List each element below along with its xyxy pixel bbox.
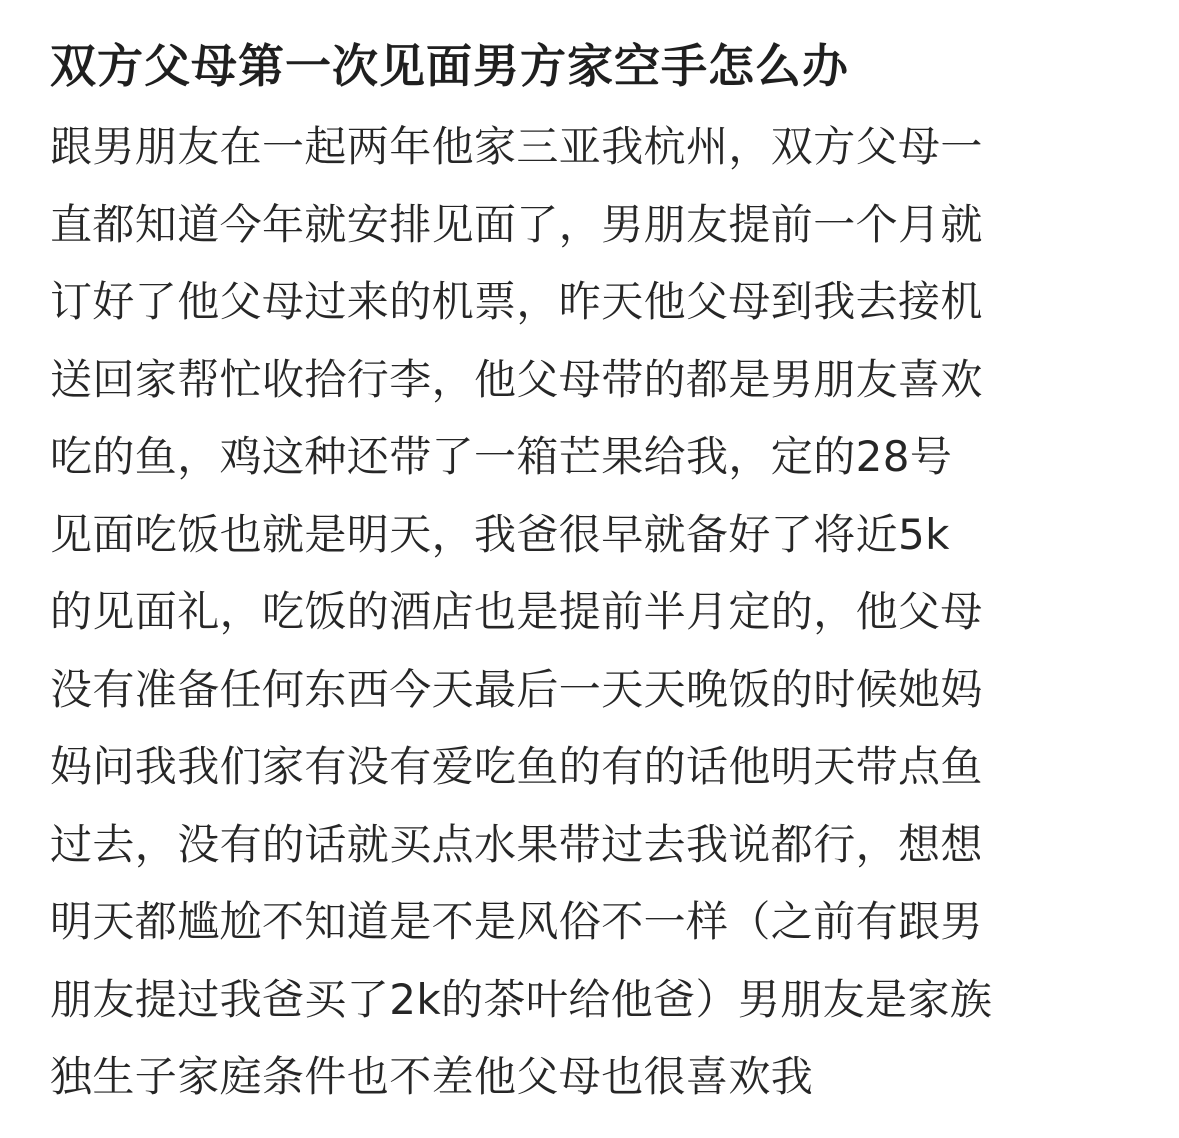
post-body-line: 没有准备任何东西今天最后一天天晚饭的时候她妈 xyxy=(50,664,983,714)
post-body-line: 朋友提过我爸买了2k的茶叶给他爸）男朋友是家族 xyxy=(50,974,993,1024)
post-body-line: 妈问我我们家有没有爱吃鱼的有的话他明天带点鱼 xyxy=(50,742,983,791)
post-body-line: 跟男朋友在一起两年他家三亚我杭州，双方父母一 xyxy=(50,122,983,171)
post-body xyxy=(50,108,1130,1116)
post-body-line: 过去，没有的话就买点水果带过去我说都行，想想 xyxy=(50,819,983,869)
post-content xyxy=(50,28,1130,1116)
post-body-line: 独生子家庭条件也不差他父母也很喜欢我 xyxy=(50,1052,814,1101)
post-body-line: 直都知道今年就安排见面了，男朋友提前一个月就 xyxy=(50,199,983,249)
post-body-line: 吃的鱼，鸡这种还带了一箱芒果给我，定的28号 xyxy=(50,432,953,481)
post-body-line: 见面吃饭也就是明天，我爸很早就备好了将近5k xyxy=(50,509,950,559)
post-body-line: 送回家帮忙收拾行李，他父母带的都是男朋友喜欢 xyxy=(50,354,983,404)
post-body-line: 订好了他父母过来的机票，昨天他父母到我去接机 xyxy=(50,277,983,326)
post-title: 双方父母第一次见面男方家空手怎么办 xyxy=(50,39,849,93)
post-body-line: 明天都尴尬不知道是不是风俗不一样（之前有跟男 xyxy=(50,897,983,946)
post-body-line: 的见面礼，吃饭的酒店也是提前半月定的，他父母 xyxy=(50,587,983,636)
